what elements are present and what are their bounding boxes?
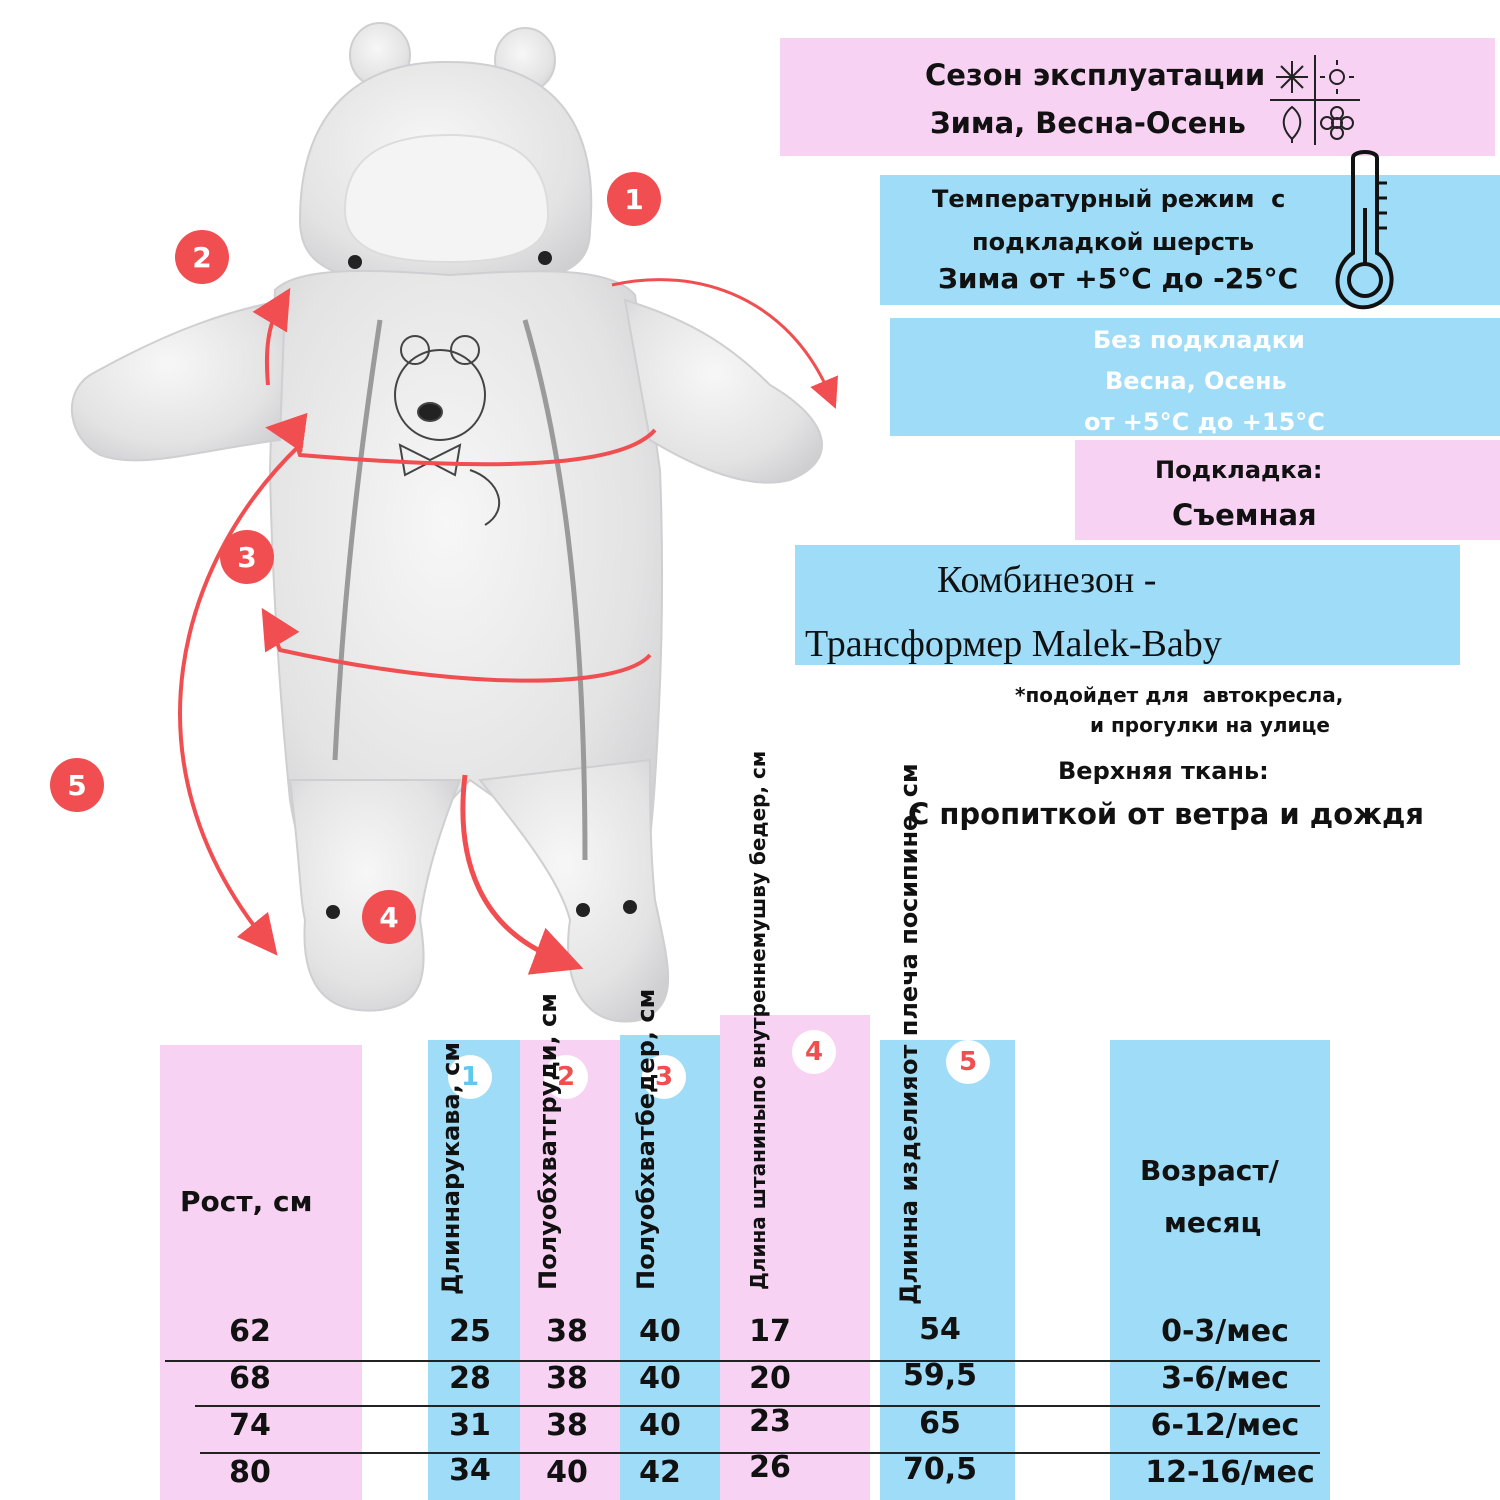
no-lining-line-1: Без подкладки (1093, 326, 1305, 354)
cell-hips: 40 (639, 1408, 681, 1443)
header-length-line-2: от плеча по (895, 911, 923, 1076)
cell-sleeve: 34 (449, 1453, 491, 1488)
cell-age: 12-16/мес (1145, 1455, 1315, 1490)
hood-lining (345, 135, 548, 262)
marker-2: 2 (175, 230, 229, 284)
arm-left (72, 300, 285, 460)
cell-hips: 42 (639, 1455, 681, 1490)
product-title-line-1: Комбинезон - (937, 559, 1157, 601)
header-inseam-line-3: шву бедер, см (746, 750, 770, 920)
cell-inseam: 23 (749, 1404, 791, 1439)
temperature-line-1: Температурный режим с (932, 185, 1286, 213)
no-lining-line-2: Весна, Осень (1105, 367, 1287, 395)
header-age-line-2: месяц (1164, 1206, 1262, 1239)
header-height: Рост, см (180, 1185, 313, 1218)
cell-height: 80 (229, 1455, 271, 1490)
header-chest (527, 993, 569, 1290)
header-chest-line-2: груди, см (534, 993, 562, 1127)
thermometer-icon (1325, 148, 1405, 313)
header-marker-3: 3 (642, 1055, 686, 1099)
cell-height: 62 (229, 1314, 271, 1349)
header-inseam-line-1: Длина штанины (746, 1103, 770, 1290)
header-sleeve-line-2: рукава, см (437, 1041, 465, 1190)
header-chest-line-1: Полуобхват (534, 1126, 562, 1290)
header-length-line-3: сипине, см (895, 763, 923, 912)
header-marker-5: 5 (946, 1040, 990, 1084)
cell-age: 3-6/мес (1161, 1361, 1289, 1396)
temperature-line-2: подкладкой шерсть (972, 228, 1255, 256)
sun-icon (1320, 60, 1354, 94)
header-hips-line-1: Полуобхват (632, 1126, 660, 1290)
header-hips-line-2: бедер, см (632, 988, 660, 1127)
cell-hips: 40 (639, 1314, 681, 1349)
cell-height: 68 (229, 1361, 271, 1396)
cell-chest: 38 (546, 1408, 588, 1443)
cell-inseam: 17 (749, 1314, 791, 1349)
marker-4: 4 (362, 890, 416, 944)
header-marker-4: 4 (792, 1030, 836, 1074)
season-label: Сезон эксплуатации (925, 58, 1266, 92)
cell-inseam: 20 (749, 1361, 791, 1396)
snowflake-icon (1276, 61, 1308, 93)
cell-chest: 40 (546, 1455, 588, 1490)
cell-age: 6-12/мес (1150, 1408, 1300, 1443)
leaf-icon (1284, 107, 1301, 143)
header-age-line-1: Возраст/ (1140, 1154, 1279, 1187)
cell-length: 59,5 (902, 1358, 978, 1393)
no-lining-line-3: от +5°С до +15°С (1084, 408, 1325, 436)
cell-hips: 40 (639, 1361, 681, 1396)
leg-right (480, 760, 668, 1022)
marker-1: 1 (607, 172, 661, 226)
header-sleeve (430, 1041, 472, 1295)
header-sleeve-line-1: Длинна (437, 1189, 465, 1295)
cell-length: 54 (919, 1312, 961, 1347)
marker-5: 5 (50, 758, 104, 812)
cell-chest: 38 (546, 1361, 588, 1396)
season-value: Зима, Весна-Осень (930, 106, 1246, 140)
lining-label: Подкладка: (1155, 456, 1323, 484)
note-line-1: *подойдет для автокресла, (1015, 683, 1344, 707)
header-hips (625, 988, 667, 1290)
header-length (888, 763, 930, 1305)
header-inseam (740, 750, 776, 1290)
cell-sleeve: 25 (449, 1314, 491, 1349)
cell-chest: 38 (546, 1314, 588, 1349)
season-icons (1270, 55, 1360, 145)
marker-3: 3 (220, 530, 274, 584)
header-length-line-1: Длинна изделия (895, 1075, 923, 1305)
fabric-value: С пропиткой от ветра и дождя (908, 797, 1425, 831)
product-title-line-2: Трансформер Malek-Baby (805, 623, 1222, 665)
header-inseam-line-2: по внутреннему (746, 919, 770, 1104)
fabric-label: Верхняя ткань: (1058, 757, 1269, 785)
flower-icon (1321, 107, 1353, 139)
cell-length: 70,5 (902, 1452, 978, 1487)
lining-value: Съемная (1172, 498, 1317, 532)
cell-age: 0-3/мес (1161, 1314, 1289, 1349)
note-line-2: и прогулки на улице (1090, 713, 1330, 737)
header-marker-1: 1 (448, 1055, 492, 1099)
cell-sleeve: 28 (449, 1361, 491, 1396)
header-age (1140, 1145, 1279, 1249)
cell-inseam: 26 (749, 1450, 791, 1485)
header-marker-2: 2 (544, 1055, 588, 1099)
cell-length: 65 (919, 1406, 961, 1441)
cell-height: 74 (229, 1408, 271, 1443)
cell-sleeve: 31 (449, 1408, 491, 1443)
temperature-line-3: Зима от +5°С до -25°С (938, 262, 1299, 295)
